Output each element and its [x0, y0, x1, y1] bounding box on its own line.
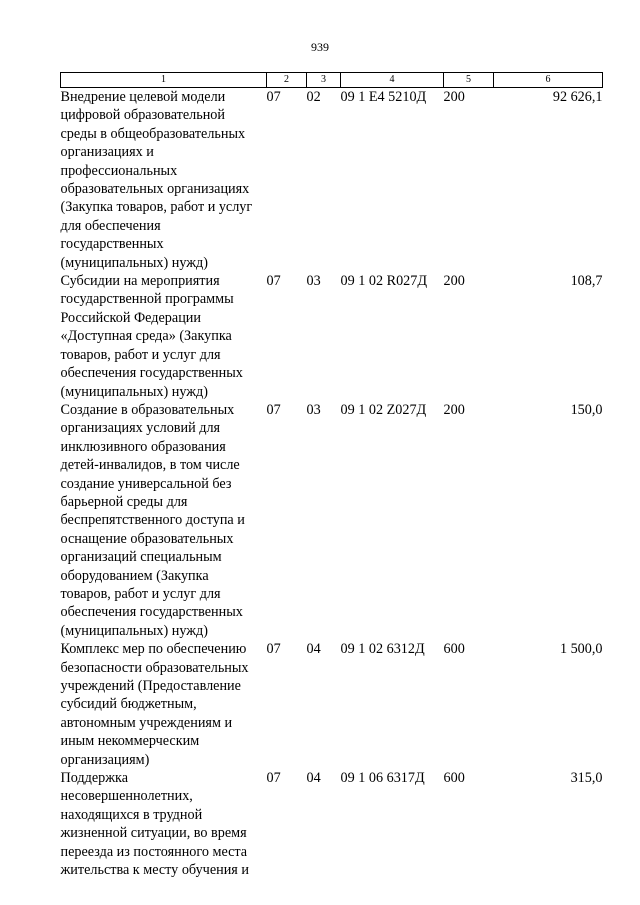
row-subsection: 04	[306, 770, 321, 787]
description-line: товаров, работ и услуг для	[60, 585, 221, 602]
description-line: жительства к месту обучения и	[60, 862, 249, 879]
row-subsection: 02	[306, 89, 321, 105]
description-line: профессиональных	[60, 162, 178, 179]
row-amount: 1 500,0	[559, 641, 603, 658]
row-target-article: 09 1 E4 5210Д	[340, 89, 427, 105]
description-line: несовершеннолетних,	[60, 788, 193, 805]
row-expense-type: 600	[443, 641, 465, 658]
description-line: Создание в образовательных	[60, 401, 235, 418]
row-expense-type: 600	[443, 770, 465, 787]
description-line: обеспечения государственных	[60, 365, 243, 382]
row-description	[61, 769, 267, 879]
description-line: обеспечения государственных	[60, 604, 243, 621]
description-line: (Закупка товаров, работ и услуг	[60, 199, 253, 216]
row-section: 07	[266, 273, 281, 290]
description-line: автономным учреждениям и	[60, 714, 233, 731]
column-header-1: 1	[61, 73, 267, 88]
table-row	[61, 272, 603, 401]
row-amount: 315,0	[570, 770, 603, 787]
row-section: 07	[266, 641, 281, 658]
description-line: беспрепятственного доступа и	[60, 512, 245, 529]
table-row	[61, 769, 603, 879]
row-expense-type: 200	[443, 273, 465, 290]
description-line: (муниципальных) нужд)	[60, 622, 208, 639]
description-line: Поддержка	[60, 770, 129, 787]
row-section: 07	[266, 770, 281, 787]
row-amount: 92 626,1	[552, 89, 603, 105]
column-header-5: 5	[444, 73, 494, 88]
description-line: государственных	[60, 236, 164, 253]
row-subsection: 03	[306, 273, 321, 290]
row-expense-type: 200	[443, 89, 465, 105]
description-line: иным некоммерческим	[60, 733, 200, 750]
description-line: среды в общеобразовательных	[60, 125, 246, 142]
description-line: Субсидии на мероприятия	[60, 273, 220, 290]
column-header-3: 3	[307, 73, 341, 88]
table-row	[61, 401, 603, 640]
description-line: создание универсальной без	[60, 475, 232, 492]
description-line: организациям)	[60, 751, 150, 768]
description-line: жизненной ситуации, во время	[60, 825, 247, 842]
description-line: субсидий бюджетным,	[60, 696, 197, 713]
description-line: Внедрение целевой модели	[60, 89, 226, 105]
row-section: 07	[266, 89, 281, 105]
table-row	[61, 640, 603, 769]
description-line: инклюзивного образования	[60, 438, 226, 455]
description-line: переезда из постоянного места	[60, 843, 248, 860]
description-line: учреждений (Предоставление	[60, 678, 241, 694]
description-line: для обеспечения	[60, 217, 161, 234]
row-amount: 150,0	[570, 401, 603, 418]
row-description	[61, 272, 267, 401]
row-description	[61, 640, 267, 769]
description-line: безопасности образовательных	[60, 659, 249, 676]
page-number: 939	[311, 40, 329, 54]
description-line: товаров, работ и услуг для	[60, 346, 221, 363]
description-line: организаций специальным	[60, 549, 222, 566]
row-target-article: 09 1 02 Z027Д	[340, 401, 427, 418]
description-line: цифровой образовательной	[60, 107, 225, 124]
description-line: государственной программы	[60, 291, 234, 308]
row-section: 07	[266, 401, 281, 418]
description-line: «Доступная среда» (Закупка	[60, 328, 232, 345]
column-header-4: 4	[341, 73, 444, 88]
row-amount: 108,7	[570, 273, 603, 290]
description-line: Российской Федерации	[60, 309, 201, 326]
table-header-row	[61, 73, 603, 88]
description-line: находящихся в трудной	[60, 806, 203, 823]
column-header-2: 2	[267, 73, 307, 88]
description-line: оборудованием (Закупка	[60, 567, 209, 584]
description-line: образовательных организациях	[60, 181, 250, 198]
description-line: (муниципальных) нужд)	[60, 383, 208, 400]
budget-table	[60, 72, 603, 879]
description-line: барьерной среды для	[60, 493, 188, 510]
row-target-article: 09 1 06 6317Д	[340, 770, 425, 787]
description-line: организациях условий для	[60, 420, 221, 437]
row-description	[61, 401, 267, 640]
row-description	[61, 88, 267, 273]
column-header-6: 6	[494, 73, 603, 88]
row-subsection: 03	[306, 401, 321, 418]
description-line: организациях и	[60, 144, 154, 161]
table-row	[61, 88, 603, 273]
row-expense-type: 200	[443, 401, 465, 418]
description-line: детей-инвалидов, в том числе	[60, 457, 240, 474]
row-target-article: 09 1 02 6312Д	[340, 641, 425, 658]
row-subsection: 04	[306, 641, 321, 658]
description-line: оснащение образовательных	[60, 530, 234, 547]
row-target-article: 09 1 02 R027Д	[340, 273, 428, 290]
description-line: Комплекс мер по обеспечению	[60, 641, 247, 658]
description-line: (муниципальных) нужд)	[60, 254, 208, 271]
